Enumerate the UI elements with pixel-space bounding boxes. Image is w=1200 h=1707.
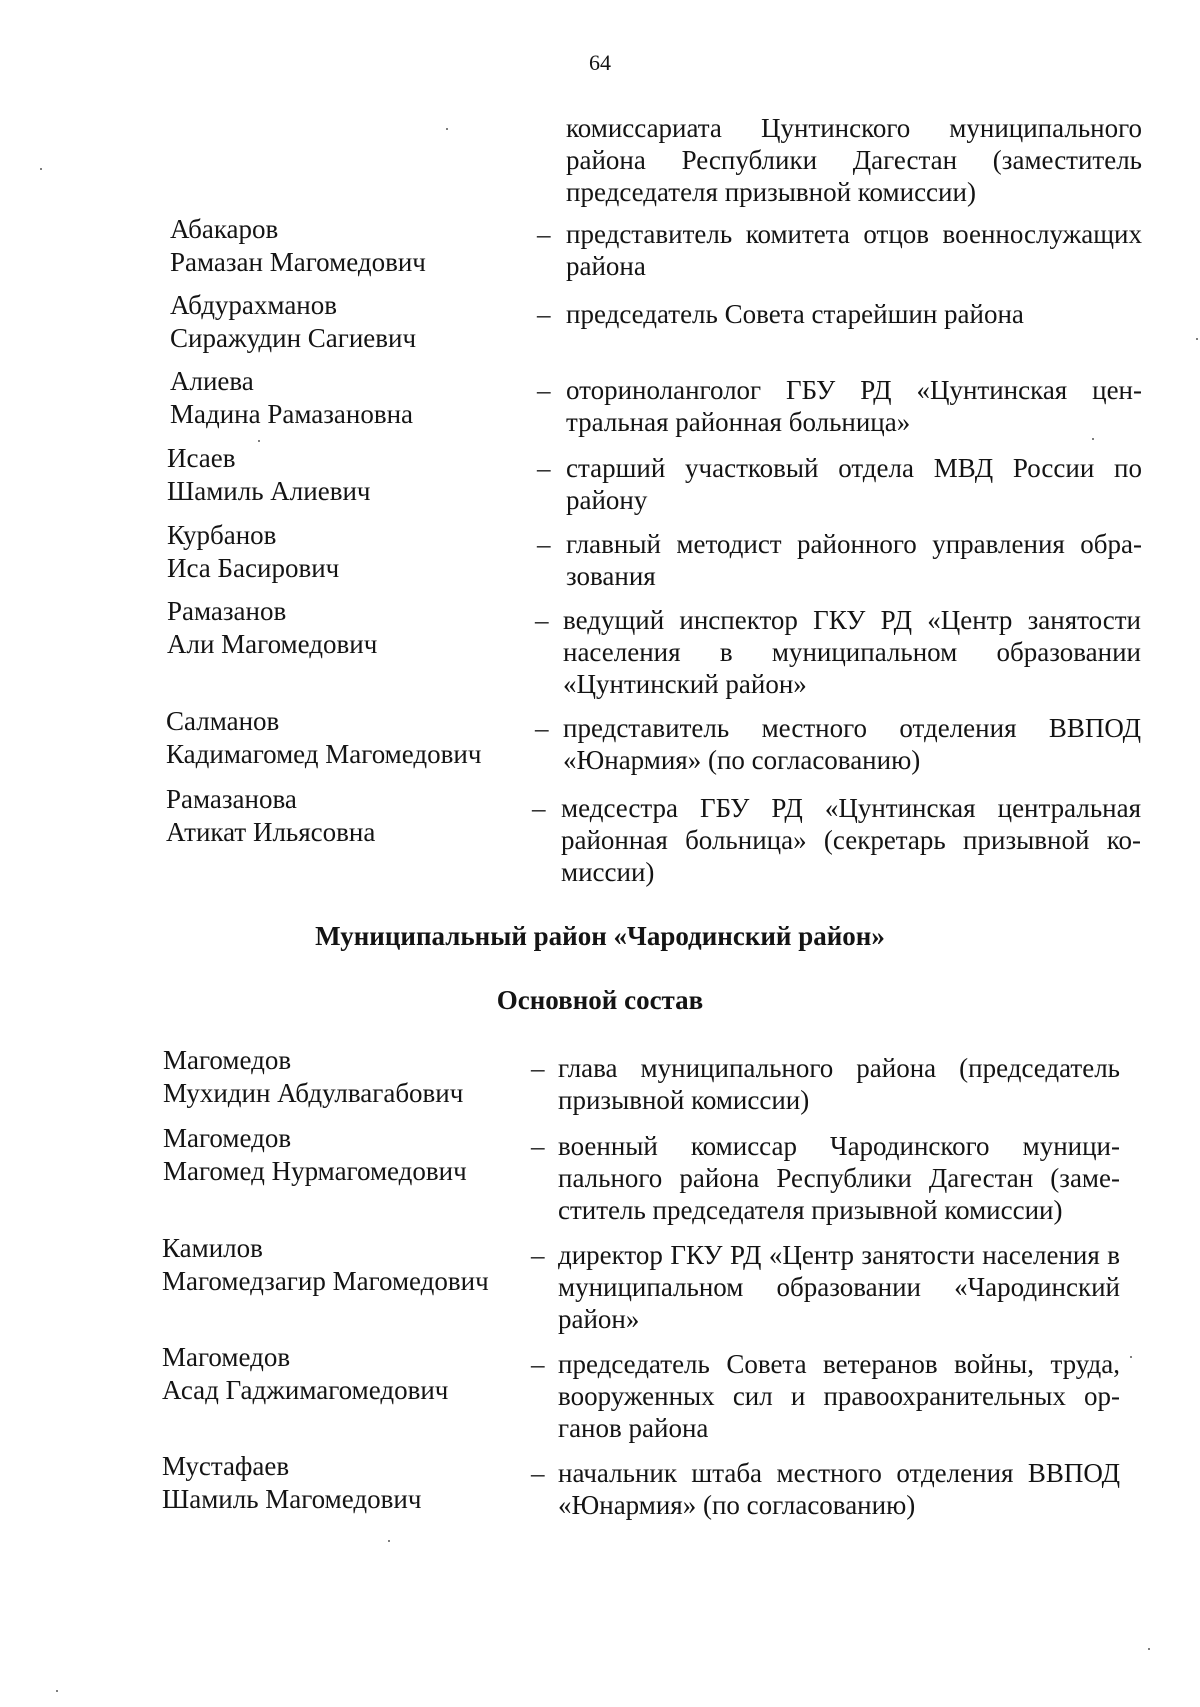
scan-speck bbox=[446, 128, 448, 130]
member-given-name: Атикат Ильясовна bbox=[166, 817, 376, 847]
member-surname: Мустафаев bbox=[162, 1451, 290, 1481]
dash-separator: – bbox=[531, 1240, 545, 1270]
scan-speck bbox=[258, 440, 260, 442]
member-name bbox=[163, 1044, 463, 1110]
member-surname: Абдурахманов bbox=[170, 290, 337, 320]
dash-separator: – bbox=[531, 1458, 545, 1488]
member-given-name: Али Магомедович bbox=[167, 629, 378, 659]
scan-speck bbox=[388, 1540, 390, 1542]
member-surname: Рамазанов bbox=[167, 596, 287, 626]
member-name bbox=[170, 213, 426, 279]
page-number: 64 bbox=[589, 50, 611, 75]
member-role: старший участковый отдела МВД России по району bbox=[566, 453, 1142, 515]
member-name bbox=[163, 1122, 467, 1188]
member-surname: Магомедов bbox=[163, 1045, 292, 1075]
member-given-name: Магомед Нурмагомедович bbox=[163, 1156, 467, 1186]
dash-separator: – bbox=[537, 453, 551, 483]
member-name bbox=[162, 1450, 421, 1516]
continuation-text: комиссариата Цунтинского муниципального района Республики Дагестан (заместитель председателя призывной комиссии) bbox=[566, 113, 1142, 207]
dash-separator: – bbox=[537, 299, 551, 329]
scan-speck bbox=[1148, 1648, 1150, 1650]
dash-separator: – bbox=[535, 605, 549, 635]
member-name bbox=[166, 783, 375, 849]
member-name bbox=[166, 705, 481, 771]
member-given-name: Асад Гаджимагомедович bbox=[162, 1375, 449, 1405]
member-name bbox=[162, 1232, 489, 1298]
member-name bbox=[167, 442, 370, 508]
dash-separator: – bbox=[531, 1053, 545, 1083]
member-given-name: Мадина Рамазановна bbox=[170, 399, 414, 429]
member-surname: Магомедов bbox=[162, 1342, 291, 1372]
member-given-name: Мухидин Абдулвагабович bbox=[163, 1078, 464, 1108]
member-surname: Магомедов bbox=[163, 1123, 292, 1153]
member-surname: Салманов bbox=[166, 706, 280, 736]
member-surname: Камилов bbox=[162, 1233, 263, 1263]
dash-separator: – bbox=[537, 375, 551, 405]
member-role: председатель Совета старейшин района bbox=[566, 299, 1024, 329]
dash-separator: – bbox=[537, 529, 551, 559]
dash-separator: – bbox=[532, 793, 546, 823]
scan-speck bbox=[1130, 1356, 1132, 1358]
member-role: директор ГКУ РД «Центр занятости населения в муниципальном образовании «Чародинский район» bbox=[558, 1240, 1120, 1334]
member-role: оториноланголог ГБУ РД «Цунтинская центральная районная больница» bbox=[566, 375, 1142, 437]
member-surname: Курбанов bbox=[167, 520, 277, 550]
member-given-name: Рамазан Магомедович bbox=[170, 247, 426, 277]
member-role: военный комиссар Чародинского муниципального района Республики Дагестан (заместитель председателя призывной комиссии) bbox=[558, 1131, 1120, 1225]
member-name bbox=[170, 365, 413, 431]
member-name bbox=[162, 1341, 448, 1407]
member-given-name: Шамиль Магомедович bbox=[162, 1484, 422, 1514]
member-role: ведущий инспектор ГКУ РД «Центр занятости населения в муниципальном образовании «Цунтинский район» bbox=[563, 605, 1141, 699]
member-role: глава муниципального района (председатель призывной комиссии) bbox=[558, 1053, 1120, 1115]
dash-separator: – bbox=[537, 219, 551, 249]
member-surname: Абакаров bbox=[170, 214, 279, 244]
member-given-name: Иса Басирович bbox=[167, 553, 340, 583]
member-role: начальник штаба местного отделения ВВПОД «Юнармия» (по согласованию) bbox=[558, 1458, 1120, 1520]
scan-speck bbox=[56, 1690, 58, 1692]
scan-speck bbox=[40, 168, 42, 170]
member-given-name: Магомедзагир Магомедович bbox=[162, 1266, 489, 1296]
member-given-name: Шамиль Алиевич bbox=[167, 476, 371, 506]
scan-speck bbox=[1196, 338, 1198, 340]
section-title: Муниципальный район «Чародинский район» bbox=[315, 921, 885, 951]
member-role: представитель местного отделения ВВПОД «Юнармия» (по согласованию) bbox=[563, 713, 1141, 775]
subsection-title: Основной состав bbox=[496, 985, 704, 1015]
member-name bbox=[170, 289, 416, 355]
member-surname: Рамазанова bbox=[166, 784, 297, 814]
member-surname: Алиева bbox=[170, 366, 254, 396]
member-role: медсестра ГБУ РД «Цунтинская центральная районная больница» (секретарь призывной комиссии) bbox=[561, 793, 1141, 887]
member-role: главный методист районного управления образования bbox=[566, 529, 1142, 591]
dash-separator: – bbox=[531, 1349, 545, 1379]
member-name bbox=[167, 595, 377, 661]
member-role: представитель комитета отцов военнослужащих района bbox=[566, 219, 1142, 281]
dash-separator: – bbox=[535, 713, 549, 743]
dash-separator: – bbox=[531, 1131, 545, 1161]
member-role: председатель Совета ветеранов войны, труда, вооруженных сил и правоохранительных органов района bbox=[558, 1349, 1120, 1443]
member-name bbox=[167, 519, 339, 585]
member-given-name: Кадимагомед Магомедович bbox=[166, 739, 482, 769]
member-given-name: Сиражудин Сагиевич bbox=[170, 323, 417, 353]
scan-speck bbox=[1092, 438, 1094, 440]
member-surname: Исаев bbox=[167, 443, 236, 473]
